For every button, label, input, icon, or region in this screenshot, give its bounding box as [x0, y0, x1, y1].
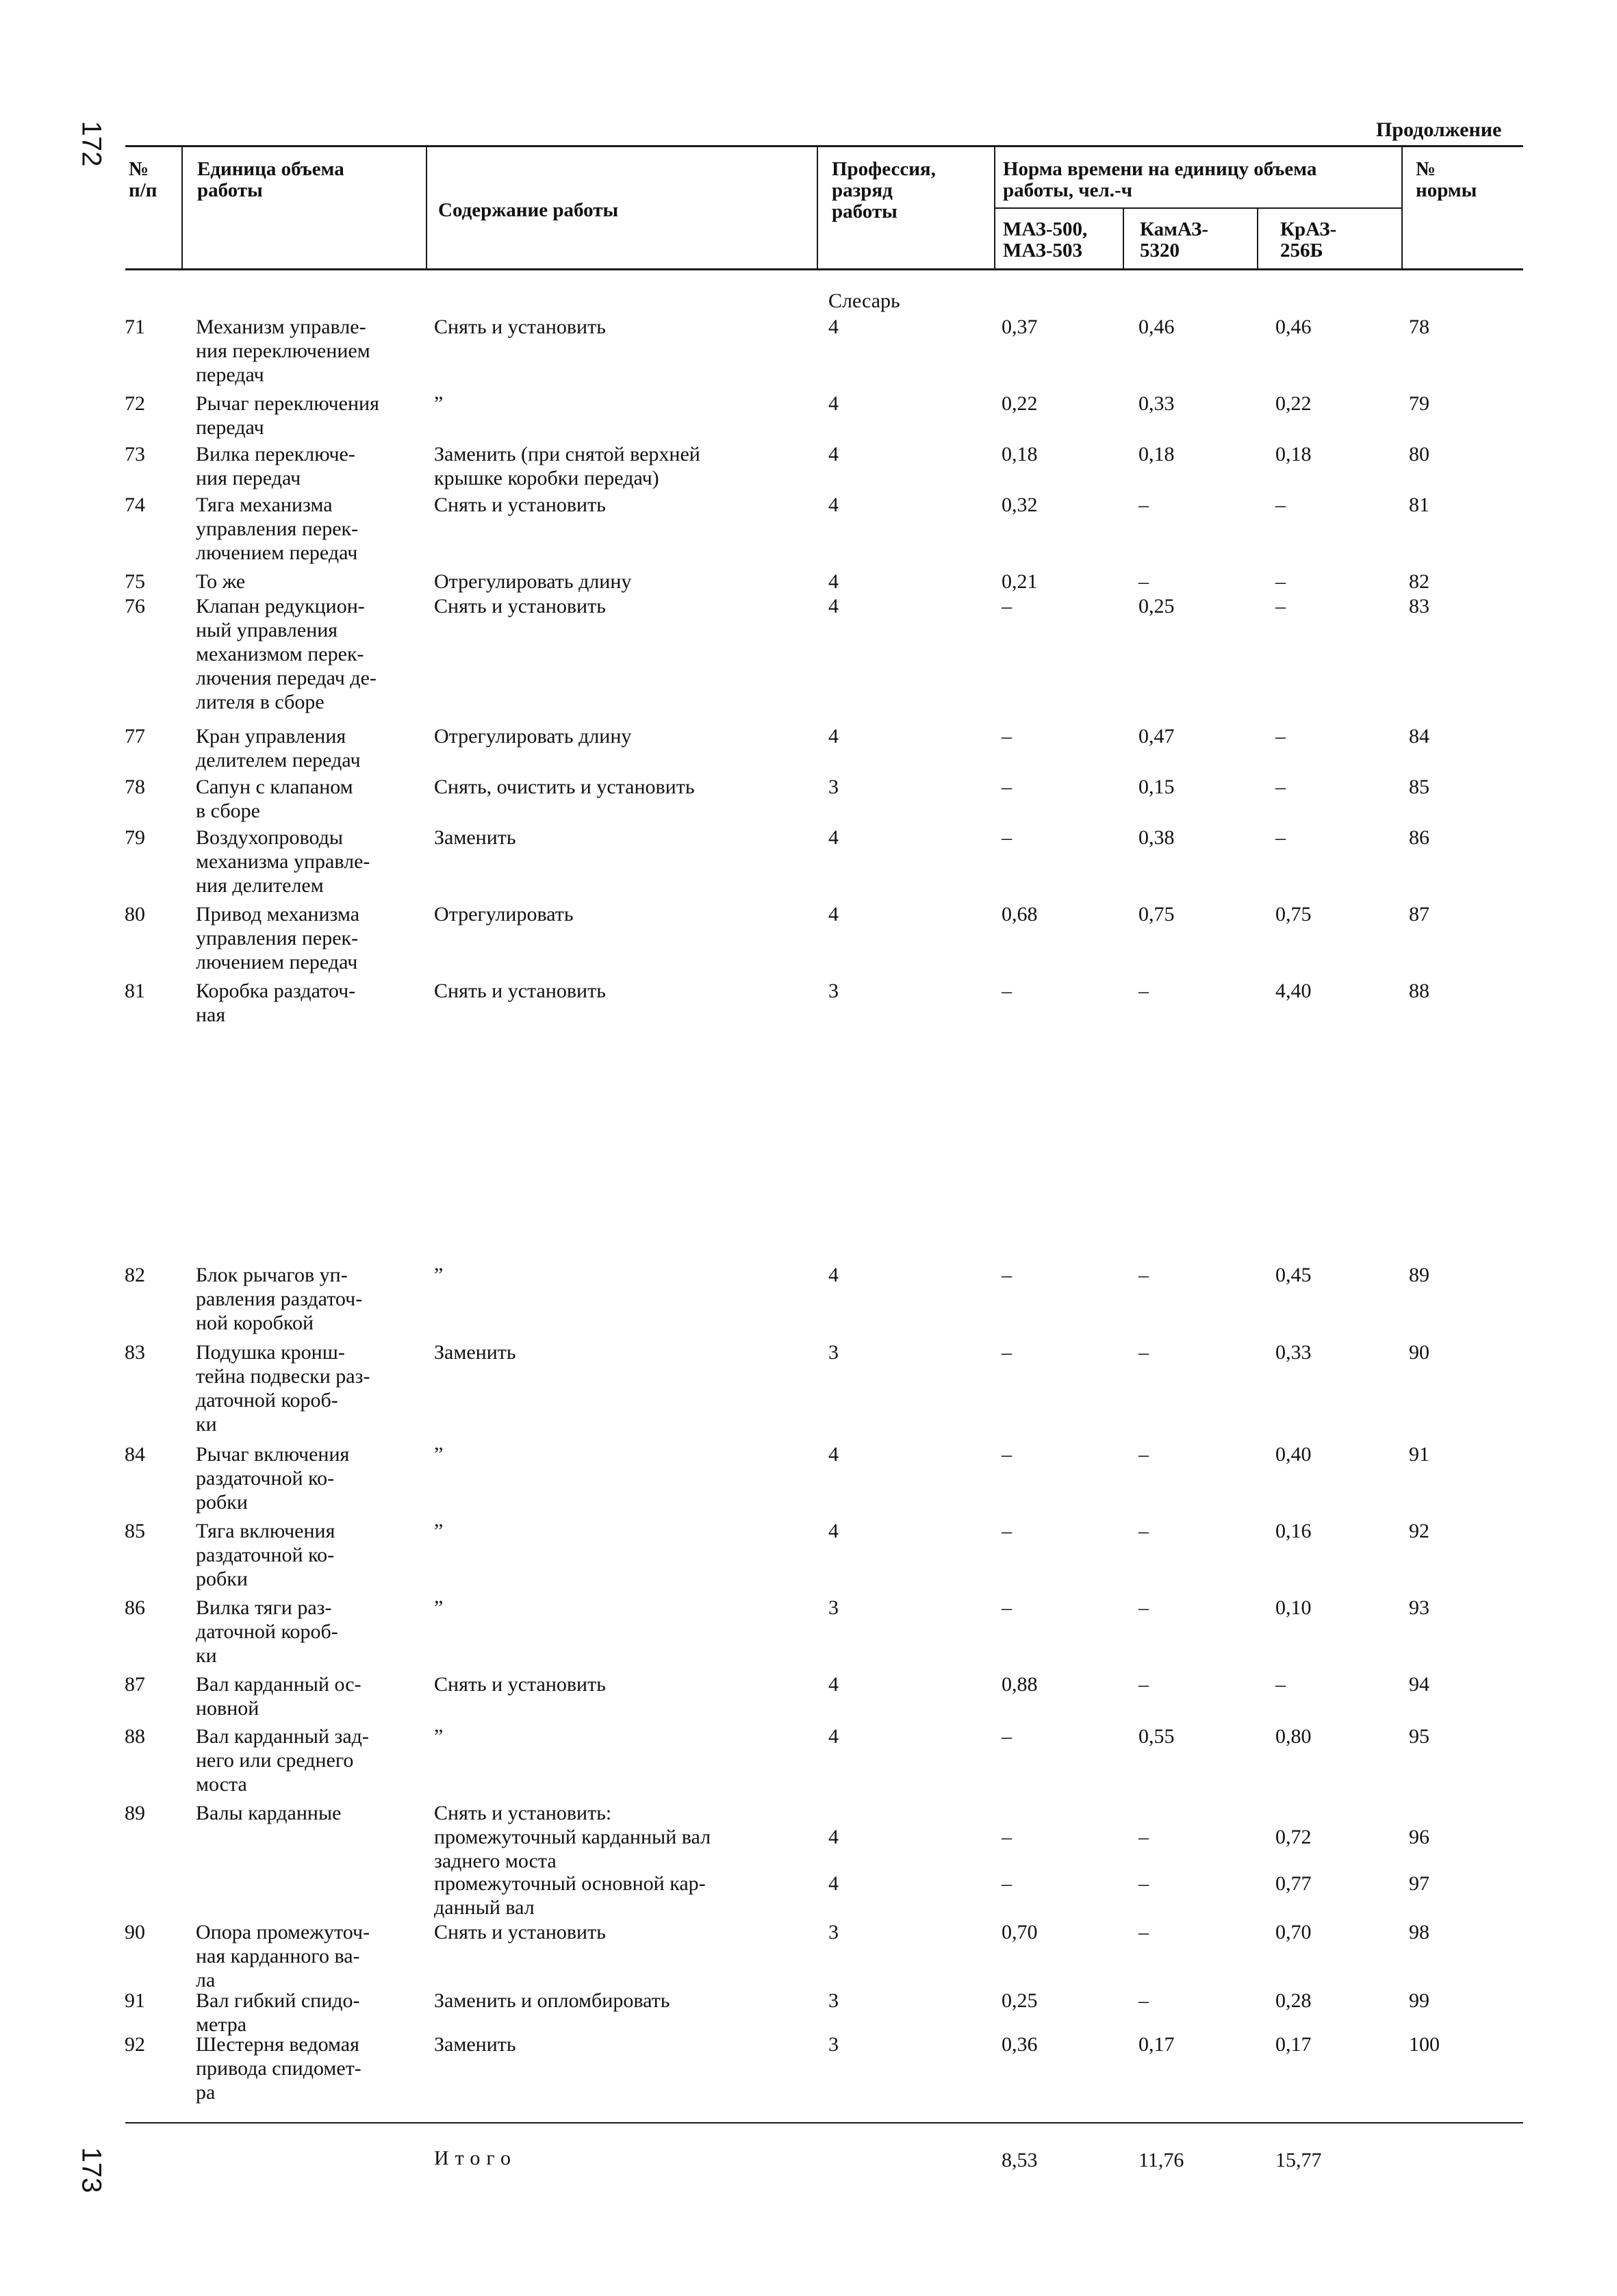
row-kraz: 4,40	[1275, 980, 1312, 1002]
row-number: 88	[125, 1725, 145, 1748]
row-profession: 4	[828, 443, 839, 465]
row-kamaz: 0,75	[1138, 903, 1175, 926]
row-content: промежуточный основной кар- данный вал	[434, 1872, 706, 1919]
row-norm-number: 98	[1409, 1921, 1429, 1943]
row-unit: Тяга механизма управления перек- лючением передач	[196, 494, 359, 564]
row-number: 76	[125, 595, 145, 617]
row-norm-number: 97	[1409, 1872, 1429, 1895]
row-norm-number: 93	[1409, 1596, 1429, 1619]
row-content: Заменить (при снятой верхней крышке коробки передач)	[434, 443, 700, 489]
header-kamaz: КамАЗ- 5320	[1140, 218, 1209, 262]
row-norm-number: 90	[1409, 1341, 1429, 1364]
total-kraz: 15,77	[1275, 2149, 1322, 2171]
row-number: 78	[125, 776, 145, 798]
row-norm-number: 91	[1409, 1443, 1429, 1466]
row-kamaz: –	[1138, 1341, 1149, 1364]
row-profession: 4	[828, 1872, 839, 1895]
profession-note: Слесарь	[828, 290, 900, 312]
row-number: 89	[125, 1802, 145, 1824]
row-norm-number: 87	[1409, 903, 1429, 926]
row-kraz: –	[1275, 725, 1286, 748]
row-profession: 3	[828, 1596, 839, 1619]
row-content: Снять и установить	[434, 494, 606, 516]
row-unit: Сапун с клапаном в сборе	[196, 776, 353, 822]
header-divider	[994, 145, 995, 270]
row-number: 85	[125, 1520, 145, 1542]
total-maz: 8,53	[1002, 2149, 1038, 2171]
row-kraz: 0,17	[1275, 2033, 1312, 2056]
row-profession: 4	[828, 316, 839, 338]
row-profession: 3	[828, 1341, 839, 1364]
header-maz: МАЗ-500, МАЗ-503	[1003, 218, 1088, 262]
row-norm-number: 83	[1409, 595, 1429, 617]
header-top-rule	[125, 145, 1523, 147]
row-norm-number: 82	[1409, 570, 1429, 593]
continuation-label: Продолжение	[1376, 118, 1502, 141]
row-number: 75	[125, 570, 145, 593]
row-kamaz: –	[1138, 1264, 1149, 1286]
row-content: Снять, очистить и установить	[434, 776, 695, 798]
row-kraz: 0,16	[1275, 1520, 1312, 1542]
row-maz: 0,68	[1002, 903, 1038, 926]
row-content: Снять и установить	[434, 316, 606, 338]
row-maz: –	[1002, 1341, 1012, 1364]
row-kamaz: 0,17	[1138, 2033, 1175, 2056]
row-kamaz: –	[1138, 1826, 1149, 1848]
row-profession: 4	[828, 570, 839, 593]
row-maz: –	[1002, 1264, 1012, 1286]
row-kraz: 0,72	[1275, 1826, 1312, 1848]
row-unit: Привод механизма управления перек- лючением передач	[196, 903, 360, 973]
row-norm-number: 99	[1409, 1989, 1429, 2012]
row-kraz: –	[1275, 494, 1286, 516]
row-unit: Рычаг переключения передач	[196, 392, 379, 439]
row-kamaz: –	[1138, 980, 1149, 1002]
row-maz: 0,18	[1002, 443, 1038, 465]
row-kamaz: 0,18	[1138, 443, 1175, 465]
row-kamaz: 0,15	[1138, 776, 1175, 798]
row-kraz: –	[1275, 826, 1286, 849]
row-kamaz: –	[1138, 570, 1149, 593]
row-number: 77	[125, 725, 145, 748]
row-number: 80	[125, 903, 145, 926]
row-kamaz: –	[1138, 1989, 1149, 2012]
row-maz: 0,70	[1002, 1921, 1038, 1943]
row-kamaz: 0,33	[1138, 392, 1175, 415]
row-maz: –	[1002, 725, 1012, 748]
row-kraz: 0,77	[1275, 1872, 1312, 1895]
header-divider	[1401, 145, 1403, 270]
row-kamaz: –	[1138, 1520, 1149, 1542]
row-unit: То же	[196, 570, 246, 593]
row-kraz: 0,40	[1275, 1443, 1312, 1466]
row-kamaz: 0,38	[1138, 826, 1175, 849]
row-unit: Вилка переключе- ния передач	[196, 443, 355, 489]
row-unit: Кран управления делителем передач	[196, 725, 361, 771]
row-kraz: 0,80	[1275, 1725, 1312, 1748]
row-kraz: 0,70	[1275, 1921, 1312, 1943]
row-norm-number: 78	[1409, 316, 1429, 338]
row-profession: 3	[828, 776, 839, 798]
row-unit: Воздухопроводы механизма управле- ния делителем	[196, 826, 370, 897]
row-maz: –	[1002, 826, 1012, 849]
row-content: промежуточный карданный вал заднего моста	[434, 1826, 711, 1872]
row-profession: 4	[828, 1520, 839, 1542]
row-kamaz: –	[1138, 1673, 1149, 1696]
row-content: Заменить	[434, 1341, 516, 1364]
row-unit: Механизм управле- ния переключением передач	[196, 316, 370, 386]
row-content: Отрегулировать	[434, 903, 574, 926]
header-norm-number: № нормы	[1416, 158, 1477, 201]
row-kamaz: –	[1138, 1872, 1149, 1895]
row-content: ”	[434, 1264, 444, 1286]
header-num: № п/п	[129, 158, 157, 201]
header-subgroup-rule	[994, 207, 1401, 209]
row-maz: –	[1002, 776, 1012, 798]
row-kamaz: 0,46	[1138, 316, 1175, 338]
row-content: Заменить и опломбировать	[434, 1989, 670, 2012]
row-norm-number: 100	[1409, 2033, 1440, 2056]
row-maz: –	[1002, 595, 1012, 617]
row-kraz: –	[1275, 595, 1286, 617]
row-number: 83	[125, 1341, 145, 1364]
header-unit: Единица объема работы	[197, 158, 344, 201]
row-norm-number: 85	[1409, 776, 1429, 798]
row-kraz: 0,75	[1275, 903, 1312, 926]
header-bottom-rule	[125, 268, 1523, 270]
row-norm-number: 81	[1409, 494, 1429, 516]
row-content: ”	[434, 1725, 444, 1748]
row-kraz: –	[1275, 1673, 1286, 1696]
page-number-bottom: 173	[76, 2147, 107, 2193]
row-maz: –	[1002, 1443, 1012, 1466]
row-maz: 0,37	[1002, 316, 1038, 338]
row-number: 91	[125, 1989, 145, 2012]
total-label: Итого	[434, 2147, 517, 2169]
row-profession: 4	[828, 903, 839, 926]
row-content: Заменить	[434, 826, 516, 849]
row-unit: Подушка кронш- тейна подвески раз- даточной короб- ки	[196, 1341, 370, 1436]
row-maz: –	[1002, 1596, 1012, 1619]
row-maz: –	[1002, 980, 1012, 1002]
header-divider	[181, 145, 183, 270]
row-profession: 3	[828, 980, 839, 1002]
header-profession: Профессия, разряд работы	[832, 158, 936, 222]
row-maz: 0,88	[1002, 1673, 1038, 1696]
page-number-top: 172	[76, 120, 107, 167]
row-norm-number: 95	[1409, 1725, 1429, 1748]
header-kraz: КрАЗ- 256Б	[1280, 218, 1337, 262]
row-number: 79	[125, 826, 145, 849]
row-number: 90	[125, 1921, 145, 1943]
row-number: 73	[125, 443, 145, 465]
row-content: ”	[434, 1443, 444, 1466]
row-profession: 4	[828, 1443, 839, 1466]
header-content: Содержание работы	[438, 199, 619, 221]
row-number: 82	[125, 1264, 145, 1286]
row-number: 81	[125, 980, 145, 1002]
row-content: ”	[434, 1596, 444, 1619]
row-content: Заменить	[434, 2033, 516, 2056]
row-kraz: –	[1275, 776, 1286, 798]
row-norm-number: 89	[1409, 1264, 1429, 1286]
row-profession: 4	[828, 1725, 839, 1748]
row-kraz: 0,45	[1275, 1264, 1312, 1286]
row-content: Отрегулировать длину	[434, 570, 632, 593]
row-kamaz: –	[1138, 1443, 1149, 1466]
header-divider	[817, 145, 818, 270]
row-unit: Блок рычагов уп- равления раздаточ- ной коробкой	[196, 1264, 363, 1334]
row-maz: 0,25	[1002, 1989, 1038, 2012]
header-divider	[1257, 207, 1258, 270]
row-kraz: 0,28	[1275, 1989, 1312, 2012]
row-content: Снять и установить	[434, 1673, 606, 1696]
row-unit: Вал карданный зад- него или среднего моста	[196, 1725, 369, 1796]
row-unit: Вал гибкий спидо- метра	[196, 1989, 360, 2036]
row-number: 72	[125, 392, 145, 415]
row-profession: 4	[828, 595, 839, 617]
row-maz: –	[1002, 1872, 1012, 1895]
row-content: Снять и установить	[434, 1921, 606, 1943]
row-kraz: 0,22	[1275, 392, 1312, 415]
row-kamaz: 0,47	[1138, 725, 1175, 748]
row-norm-number: 86	[1409, 826, 1429, 849]
row-kraz: 0,10	[1275, 1596, 1312, 1619]
row-content: ”	[434, 392, 444, 415]
row-profession: 4	[828, 725, 839, 748]
row-profession: 4	[828, 392, 839, 415]
row-number: 74	[125, 494, 145, 516]
row-profession: 4	[828, 1826, 839, 1848]
row-kamaz: 0,55	[1138, 1725, 1175, 1748]
row-profession: 3	[828, 2033, 839, 2056]
row-kamaz: –	[1138, 1596, 1149, 1619]
row-profession: 4	[828, 1673, 839, 1696]
row-norm-number: 84	[1409, 725, 1429, 748]
row-kamaz: 0,25	[1138, 595, 1175, 617]
row-norm-number: 96	[1409, 1826, 1429, 1848]
row-maz: 0,36	[1002, 2033, 1038, 2056]
row-unit: Коробка раздаточ- ная	[196, 980, 356, 1026]
row-unit: Клапан редукцион- ный управления механизмом перек- лючения передач де- лителя в сборе	[196, 595, 377, 713]
row-profession: 4	[828, 494, 839, 516]
row-unit: Шестерня ведомая привода спидомет- ра	[196, 2033, 361, 2104]
header-norm-group: Норма времени на единицу объема работы, чел.-ч	[1003, 158, 1317, 201]
total-kamaz: 11,76	[1138, 2149, 1184, 2171]
row-unit: Рычаг включения раздаточной ко- робки	[196, 1443, 350, 1514]
row-unit: Тяга включения раздаточной ко- робки	[196, 1520, 335, 1590]
row-number: 71	[125, 316, 145, 338]
row-maz: –	[1002, 1725, 1012, 1748]
row-maz: 0,21	[1002, 570, 1038, 593]
row-number: 87	[125, 1673, 145, 1696]
row-content: Отрегулировать длину	[434, 725, 632, 748]
row-kamaz: –	[1138, 1921, 1149, 1943]
row-content: Снять и установить	[434, 980, 606, 1002]
row-kraz: 0,33	[1275, 1341, 1312, 1364]
row-maz: 0,32	[1002, 494, 1038, 516]
row-number: 84	[125, 1443, 145, 1466]
row-unit: Валы карданные	[196, 1802, 342, 1824]
row-unit: Вал карданный ос- новной	[196, 1673, 361, 1720]
row-profession: 3	[828, 1989, 839, 2012]
row-profession: 4	[828, 1264, 839, 1286]
row-kraz: –	[1275, 570, 1286, 593]
row-profession: 3	[828, 1921, 839, 1943]
row-maz: –	[1002, 1520, 1012, 1542]
row-norm-number: 94	[1409, 1673, 1429, 1696]
footer-rule	[125, 2122, 1523, 2123]
row-kamaz: –	[1138, 494, 1149, 516]
row-kraz: 0,46	[1275, 316, 1312, 338]
header-divider	[426, 145, 427, 270]
row-number: 86	[125, 1596, 145, 1619]
row-maz: 0,22	[1002, 392, 1038, 415]
row-profession: 4	[828, 826, 839, 849]
row-number: 92	[125, 2033, 145, 2056]
row-unit: Опора промежуточ- ная карданного ва- ла	[196, 1921, 370, 1991]
row-norm-number: 79	[1409, 392, 1429, 415]
row-content: Снять и установить	[434, 595, 606, 617]
row-norm-number: 92	[1409, 1520, 1429, 1542]
row-unit: Вилка тяги раз- даточной короб- ки	[196, 1596, 338, 1667]
header-divider	[1123, 207, 1124, 270]
row-content: Снять и установить:	[434, 1802, 612, 1824]
row-norm-number: 88	[1409, 980, 1429, 1002]
row-maz: –	[1002, 1826, 1012, 1848]
row-content: ”	[434, 1520, 444, 1542]
row-kraz: 0,18	[1275, 443, 1312, 465]
row-norm-number: 80	[1409, 443, 1429, 465]
